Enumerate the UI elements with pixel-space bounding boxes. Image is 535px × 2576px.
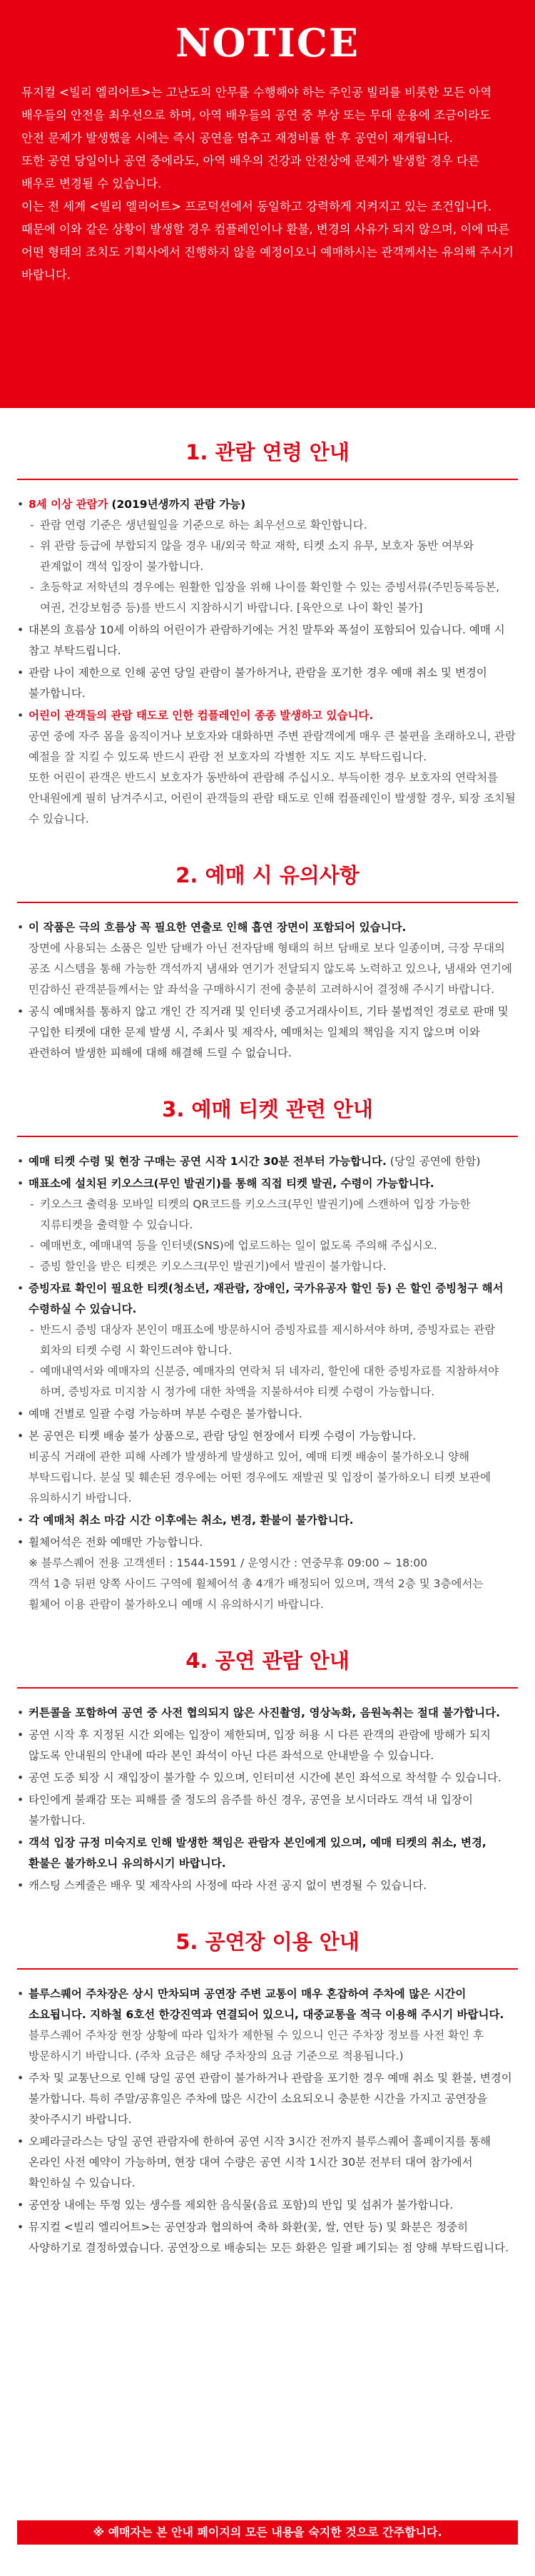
section-booking-notes [0,831,535,1064]
sub-item: - 증빙 할인을 받은 티켓은 키오스크(무인 발권기)에서 발권이 불가합니다. [29,1256,518,1277]
list-item [17,1278,518,1402]
emphasis-text: (2019년생까지 관람 가능) [111,498,246,511]
sub-item: - 예매번호, 예매내역 등을 인터넷(SNS)에 업로드하는 일이 없도록 주의해 주십시오. [29,1236,518,1256]
emphasis-text: 이 작품은 극의 흐름상 꼭 필요한 연출로 인해 흡연 장면이 포함되어 있습니다. [29,921,407,934]
continuation-text: 또한 어린이 관객은 반드시 보호자가 동반하여 관람해 주십시오. 부득이한 경우 보호자의 연락처를 안내원에게 필히 남겨주시고, 어린이 관객들의 관람 태도로 인해 컴플레인이 발생할 경우, 퇴장 조치될 수 있습니다. [29,771,516,825]
highlight-text: 어린이 관객들의 관람 태도로 인한 컴플레인이 종종 발생하고 있습니다. [29,709,374,722]
section-divider [17,1136,518,1137]
list-item [17,706,518,830]
list-item [17,1174,518,1277]
section-title-age-rating: 1. 관람 연령 안내 [185,440,350,464]
emphasis-text: 객석 입장 규정 미숙지로 인해 발생한 책임은 관람자 본인에게 있으며, 예매 티켓의 취소, 변경, 환불은 불가하오니 유의하시기 바랍니다. [29,1836,486,1870]
venue-guide-list [17,1984,518,2259]
sub-item: - 예매내역서와 예매자의 신분증, 예매자의 연락처 뒤 네자리, 할인에 대한 증빙자료를 지참하셔야 하며, 증빙자료 미지참 시 정가에 대한 차액을 지불하셔야 티켓 수령이 가능합니다. [29,1361,518,1402]
section-title-viewing-guide: 4. 공연 관람 안내 [185,1649,350,1673]
continuation-text: 블루스퀘어 주차장 현장 상황에 따라 입차가 제한될 수 있으니 인근 주차장 정보를 사전 확인 후 방문하시기 바랍니다. (주차 요금은 해당 주차장의 요금 기준으로 적용됩니다.) [29,2029,484,2062]
notice-paragraph-2: 또한 공연 당일이나 공연 중에라도, 아역 배우의 건강과 안전상에 문제가 발생할 경우 다른 배우로 변경될 수 있습니다. [21,154,479,190]
list-item: • 공연 시작 후 지정된 시간 외에는 입장이 제한되며, 입장 허용 시 다른 관객의 관람에 방해가 되지 않도록 안내원의 안내에 따라 본인 좌석이 아닌 다른 좌석으로 안내받을 수 있습니다. [17,1725,518,1766]
list-item: • 타인에게 불쾌감 또는 피해를 줄 정도의 음주를 하신 경우, 공연을 보시더라도 객석 내 입장이 불가합니다. [17,1790,518,1831]
section-title-ticket-info: 3. 예매 티켓 관련 안내 [162,1097,373,1121]
emphasis-text: 매표소에 설치된 키오스크(무인 발권기)를 통해 직접 티켓 발권, 수령이 가능합니다. [29,1177,434,1190]
highlight-text: 8세 이상 관람가 [29,498,108,511]
list-item: • 공연 도중 퇴장 시 재입장이 불가할 수 있으며, 인터미션 시간에 본인 좌석으로 착석할 수 있습니다. [17,1768,518,1788]
viewing-guide-list [17,1703,518,1896]
list-item: • 대본의 흐름상 10세 이하의 어린이가 관람하기에는 거친 말투와 폭설이 포함되어 있습니다. 예매 시 참고 부탁드립니다. [17,620,518,661]
section-divider [17,1687,518,1689]
continuation-text: 객석 1층 뒤편 양쪽 사이드 구역에 휠체어석 총 4개가 배정되어 있으며, 객석 2층 및 3층에서는 휠체어 이용 관람이 불가하오니 예매 시 유의하시기 바랍니다. [29,1577,484,1611]
sub-item: - 위 관람 등급에 부합되지 않을 경우 내/외국 학교 재학, 티켓 소지 유무, 보호자 동반 여부와 관계없이 객석 입장이 불가합니다. [29,536,518,577]
list-item: • 본 공연은 티켓 배송 불가 상품으로, 관람 당일 현장에서 티켓 수령이 가능합니다. 비공식 거래에 관한 피해 사례가 발생하게 발생하고 있어, 예매 티켓 배송이 불가하오니 양해 부탁드립니다. 분실 및 훼손된 경우에는 어떤 경우에도 재발권 및 입장이 불가하오니 티켓 보관에 유의하시기 바랍니다. [17,1426,518,1509]
list-item: • 예매 티켓 수령 및 현장 구매는 공연 시작 1시간 30분 전부터 가능합니다. (당일 공연에 한함) [17,1151,518,1172]
notice-paragraph-3: 이는 전 세계 <빌리 엘리어트> 프로덕션에서 동일하고 강력하게 지켜지고 있는 조건입니다. 때문에 이와 같은 상황이 발생할 경우 컴플레인이나 환불, 변경의 사유가 되지 않으며, 이에 따른 어떤 형태의 조치도 기획사에서 진행하지 않을 예정이오니 예매하시는 관객께서는 유의해 주시기 바랍니다. [21,200,514,282]
section-age-rating [0,408,535,830]
list-item [17,1703,518,1724]
ticket-info-list [17,1151,518,1615]
section-title-venue-guide: 5. 공연장 이용 안내 [175,1930,360,1954]
list-item: • 휠체어석은 전화 예매만 가능합니다. ※ 블루스퀘어 전용 고객센터 : 1544-1591 / 운영시간 : 연중무휴 09:00 ~ 18:00 객석 1층 뒤편 양쪽 사이드 구역에 휠체어석 총 4개가 배정되어 있으며, 객석 2층 및 3층에서는 휠체어 이용 관람이 불가하오니 예매 시 유의하시기 바랍니다. [17,1532,518,1615]
list-item: • 공식 예매처를 통하지 않고 개인 간 직거래 및 인터넷 중고거래사이트, 기타 불법적인 경로로 판매 및 구입한 티켓에 대한 문제 발생 시, 주최사 및 제작사, 예매처는 일체의 책임을 지지 않으며 이와 관련하여 발생한 피해에 대해 해결해 드릴 수 없습니다. [17,1002,518,1064]
list-item: • 예매 건별로 일괄 수령 가능하며 부분 수령은 불가합니다. [17,1404,518,1425]
sub-item: - 관람 연령 기준은 생년월일을 기준으로 하는 최우선으로 확인합니다. [29,515,518,536]
section-divider [17,1968,518,1970]
emphasis-text: 블루스퀘어 주차장은 상시 만차되며 공연장 주변 교통이 매우 혼잡하여 주차에 많은 시간이 소요됩니다. 지하철 6호선 한강진역과 연결되어 있으니, 대중교통을 적극 이용해 주시기 바랍니다. [29,1987,504,2021]
section-divider [17,902,518,903]
section-viewing-guide [0,1617,535,1896]
notice-title: NOTICE [175,20,360,66]
notice-paragraph-1: 뮤지컬 <빌리 엘리어트>는 고난도의 안무를 수행해야 하는 주인공 빌리를 비롯한 모든 아역 배우들의 안전을 최우선으로 하며, 아역 배우들의 공연 중 부상 또는 무대 운용에 조금이라도 안전 문제가 발생했을 시에는 즉시 공연을 멈추고 재정비를 한 후 공연이 재개됩니다. [21,86,492,145]
section-title-booking-notes: 2. 예매 시 유의사항 [175,863,360,887]
sub-item: - 키오스크 출력용 모바일 티켓의 QR코드를 키오스크(무인 발권기)에 스캔하여 입장 가능한 지류티켓을 출력할 수 있습니다. [29,1194,518,1236]
emphasis-text: 증빙자료 확인이 필요한 티켓(청소년, 재관람, 장애인, 국가유공자 할인 등) 은 할인 증빙청구 해서 수령하실 수 있습니다. [29,1282,504,1315]
booking-notes-list [17,917,518,1064]
continuation-text: ※ 블루스퀘어 전용 고객센터 : 1544-1591 / 운영시간 : 연중무휴 09:00 ~ 18:00 [29,1557,428,1569]
emphasis-text: 각 예매처 취소 마감 시간 이후에는 취소, 변경, 환불이 불가합니다. [29,1514,354,1527]
section-venue-guide [0,1898,535,2259]
list-item: • 오페라글라스는 당일 공연 관람자에 한하여 공연 시작 3시간 전까지 블루스퀘어 홀페이지를 통해 온라인 사전 예약이 가능하며, 현장 대여 수량은 공연 시작 1시간 30분 전부터 대여 참가에서 확인하실 수 있습니다. [17,2132,518,2194]
list-item: • 관람 나이 제한으로 인해 공연 당일 관람이 불가하거나, 관람을 포기한 경우 예매 취소 및 변경이 불가합니다. [17,663,518,704]
list-item [17,494,518,618]
list-item: • 캐스팅 스케줄은 배우 및 제작사의 사정에 따라 사전 공지 없이 변경될 수 있습니다. [17,1875,518,1896]
emphasis-text: 커튼콜을 포함하여 공연 중 사전 협의되지 않은 사진촬영, 영상녹화, 음원녹취는 절대 불가합니다. [29,1706,500,1719]
sub-item: - 초등학교 저학년의 경우에는 원활한 입장을 위해 나이를 확인할 수 있는 증빙서류(주민등록등본, 여권, 건강보험증 등)를 반드시 지참하시기 바랍니다. [육안으로 나이 확인 불가] [29,577,518,618]
age-rating-list [17,494,518,830]
continuation-text: 비공식 거래에 관한 피해 사례가 발생하게 발생하고 있어, 예매 티켓 배송이 불가하오니 양해 부탁드립니다. 분실 및 훼손된 경우에는 어떤 경우에도 재발권 및 입장이 불가하오니 티켓 보관에 유의하시기 바랍니다. [29,1450,491,1505]
section-ticket-info [0,1065,535,1615]
list-item: • 뮤지컬 <빌리 엘리어트>는 공연장과 협의하여 축하 화환(꽃, 쌀, 연탄 등) 및 화분은 정중히 사양하기로 결정하였습니다. 공연장으로 배송되는 모든 화환은 일괄 폐기되는 점 양해 부탁드립니다. [17,2217,518,2259]
list-item: • 주차 및 교통난으로 인해 당일 공연 관람이 불가하거나 관람을 포기한 경우 예매 취소 및 환불, 변경이 불가합니다. 특히 주말/공휴일은 주차에 많은 시간이 소요되오니 충분한 시간을 가지고 공연장을 찾아주시기 바랍니다. [17,2068,518,2130]
continuation-text: 장면에 사용되는 소품은 일반 담배가 아닌 전자담배 형태의 허브 담배로 보다 일종이며, 극장 무대의 공조 시스템을 통해 가능한 객석까지 냄새와 연기가 전달되지 않도록 노력하고 있으나, 냄새와 연기에 민감하신 관객분들께서는 앞 좌석을 구매하시기 전에 충분히 고려하시어 결정해 주시기 바랍니다. [29,942,512,996]
sub-item: - 반드시 증빙 대상자 본인이 매표소에 방문하시어 증빙자료를 제시하셔야 하며, 증빙자료는 관람 회차의 티켓 수령 시 확인드려야 합니다. [29,1320,518,1361]
notice-header [0,0,535,408]
footer-notice-bar: ※ 예매자는 본 안내 페이지의 모든 내용을 숙지한 것으로 간주합니다. [17,2520,518,2545]
list-item [17,1833,518,1874]
list-item [17,917,518,1000]
continuation-text: 공연 중에 자주 몸을 움직이거나 보호자와 대화하면 주변 관람객에게 매우 큰 불편을 초래하오니, 관람 예절을 잘 지킬 수 있도록 반드시 관람 전 보호자의 각별한 지도 지도 부탁드립니다. [29,730,516,763]
emphasis-text: 예매 티켓 수령 및 현장 구매는 공연 시작 1시간 30분 전부터 가능합니다. [29,1155,387,1168]
list-item [17,1510,518,1531]
list-item: • 공연장 내에는 뚜껑 있는 생수를 제외한 음식물(음료 포함)의 반입 및 섭취가 불가합니다. [17,2195,518,2216]
section-divider [17,479,518,480]
list-item [17,1984,518,2067]
